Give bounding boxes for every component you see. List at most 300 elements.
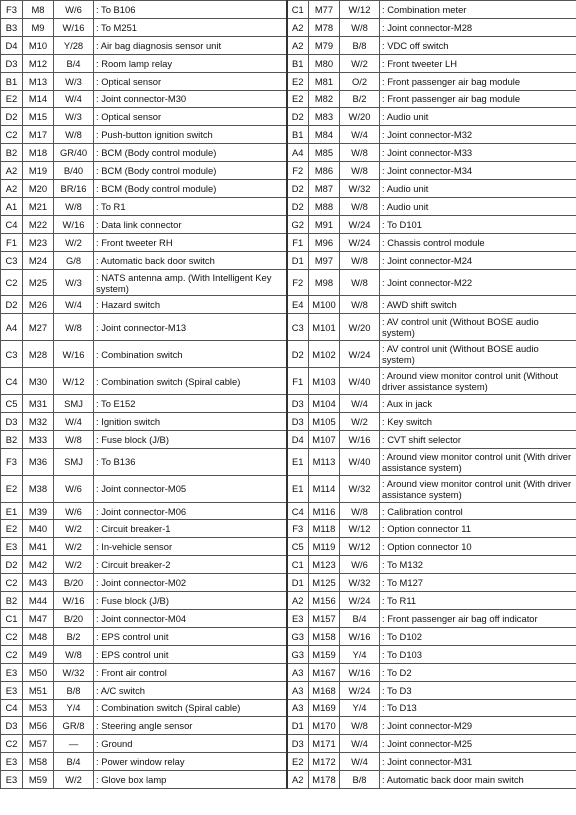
connector-color: B/8 [340,36,380,54]
connector-description: : Front air control [94,663,287,681]
connector-no: M30 [23,368,54,395]
connector-description: : CVT shift selector [380,430,576,448]
grid-ref: F3 [1,1,23,19]
connector-description: : Joint connector-M25 [380,735,576,753]
connector-color: W/4 [340,126,380,144]
connector-description: : To D102 [380,627,576,645]
grid-ref: C4 [287,502,309,520]
table-row [1,538,576,556]
connector-description: : EPS control unit [94,645,287,663]
grid-ref: B2 [1,592,23,610]
connector-no: M178 [309,771,340,789]
connector-color: W/40 [340,448,380,475]
connector-color: W/2 [54,233,94,251]
table-row [1,233,576,251]
grid-ref: D1 [287,574,309,592]
connector-no: M48 [23,627,54,645]
connector-description: : Joint connector-M30 [94,90,287,108]
connector-color: W/8 [54,197,94,215]
connector-description: : EPS control unit [94,627,287,645]
grid-ref: A4 [1,314,23,341]
connector-description: : Power window relay [94,753,287,771]
connector-no: M172 [309,753,340,771]
table-row [1,430,576,448]
connector-no: M17 [23,126,54,144]
connector-description: : Audio unit [380,180,576,198]
grid-ref: E1 [287,475,309,502]
grid-ref: D4 [287,430,309,448]
connector-no: M82 [309,90,340,108]
table-row [1,215,576,233]
connector-no: M84 [309,126,340,144]
connector-description: : Joint connector-M24 [380,251,576,269]
grid-ref: C2 [1,645,23,663]
grid-ref: D4 [1,36,23,54]
connector-description: : Front passenger air bag off indicator [380,610,576,628]
table-row [1,412,576,430]
connector-description: : To M127 [380,574,576,592]
grid-ref: E2 [287,90,309,108]
connector-color: W/24 [340,233,380,251]
connector-description: : NATS antenna amp. (With Intelligent Key system) [94,269,287,296]
connector-no: M158 [309,627,340,645]
table-row [1,90,576,108]
grid-ref: E3 [1,663,23,681]
connector-description: : A/C switch [94,681,287,699]
connector-no: M13 [23,72,54,90]
connector-no: M97 [309,251,340,269]
grid-ref: E3 [1,681,23,699]
connector-description: : Joint connector-M02 [94,574,287,592]
connector-no: M28 [23,341,54,368]
table-row [1,771,576,789]
connector-color: W/16 [340,663,380,681]
connector-no: M24 [23,251,54,269]
connector-color: W/20 [340,108,380,126]
connector-color: W/6 [340,556,380,574]
connector-no: M168 [309,681,340,699]
connector-description: : Front passenger air bag module [380,90,576,108]
connector-color: W/2 [54,538,94,556]
grid-ref: C2 [1,735,23,753]
connector-color: W/8 [340,251,380,269]
table-row [1,197,576,215]
connector-no: M8 [23,1,54,19]
connector-color: W/8 [340,269,380,296]
connector-color: B/4 [54,753,94,771]
connector-description: : Data link connector [94,215,287,233]
table-row [1,592,576,610]
connector-color: W/4 [54,90,94,108]
grid-ref: A2 [287,592,309,610]
connector-color: Y/28 [54,36,94,54]
grid-ref: D2 [1,108,23,126]
connector-description: : Air bag diagnosis sensor unit [94,36,287,54]
connector-description: : Circuit breaker-2 [94,556,287,574]
connector-color: W/6 [54,475,94,502]
grid-ref: E1 [287,448,309,475]
connector-no: M114 [309,475,340,502]
connector-no: M119 [309,538,340,556]
connector-description: : Around view monitor control unit (With driver assistance system) [380,448,576,475]
connector-no: M101 [309,314,340,341]
connector-no: M171 [309,735,340,753]
connector-description: : Joint connector-M28 [380,18,576,36]
connector-description: : Joint connector-M06 [94,502,287,520]
connector-color: G/8 [54,251,94,269]
grid-ref: E3 [287,610,309,628]
connector-color: B/4 [340,610,380,628]
connector-no: M87 [309,180,340,198]
grid-ref: C5 [1,395,23,413]
connector-no: M100 [309,296,340,314]
table-row [1,475,576,502]
connector-color: SMJ [54,395,94,413]
grid-ref: D2 [287,180,309,198]
connector-no: M47 [23,610,54,628]
connector-description: : VDC off switch [380,36,576,54]
connector-color: BR/16 [54,180,94,198]
grid-ref: A2 [287,18,309,36]
connector-color: W/8 [54,430,94,448]
grid-ref: E4 [287,296,309,314]
connector-color: W/20 [340,314,380,341]
connector-color: W/8 [54,645,94,663]
grid-ref: D3 [287,412,309,430]
table-row [1,627,576,645]
connector-description: : Automatic back door switch [94,251,287,269]
connector-color: W/16 [340,627,380,645]
grid-ref: A3 [287,681,309,699]
connector-color: W/6 [54,502,94,520]
connector-no: M156 [309,592,340,610]
grid-ref: B1 [287,126,309,144]
grid-ref: D2 [1,296,23,314]
connector-no: M118 [309,520,340,538]
table-row [1,36,576,54]
table-row [1,180,576,198]
table-row [1,681,576,699]
connector-description: : To E152 [94,395,287,413]
connector-no: M83 [309,108,340,126]
connector-no: M25 [23,269,54,296]
table-row [1,717,576,735]
table-row [1,1,576,19]
grid-ref: F1 [1,233,23,251]
grid-ref: C2 [1,627,23,645]
table-row [1,296,576,314]
connector-no: M18 [23,144,54,162]
grid-ref: D3 [1,412,23,430]
connector-color: W/2 [340,412,380,430]
grid-ref: F3 [1,448,23,475]
grid-ref: C4 [1,368,23,395]
connector-no: M10 [23,36,54,54]
connector-description: : Option connector 11 [380,520,576,538]
connector-color: W/6 [54,1,94,19]
grid-ref: C2 [1,269,23,296]
connector-no: M19 [23,162,54,180]
connector-description: : AV control unit (Without BOSE audio system) [380,341,576,368]
connector-color: W/32 [340,574,380,592]
grid-ref: A2 [1,180,23,198]
grid-ref: D1 [287,251,309,269]
grid-ref: C1 [287,556,309,574]
connector-no: M104 [309,395,340,413]
connector-color: GR/40 [54,144,94,162]
connector-description: : Combination switch (Spiral cable) [94,368,287,395]
connector-color: W/8 [340,144,380,162]
connector-color: W/8 [340,502,380,520]
connector-no: M59 [23,771,54,789]
connector-color: B/40 [54,162,94,180]
connector-description: : Joint connector-M13 [94,314,287,341]
grid-ref: A2 [287,771,309,789]
connector-description: : Joint connector-M31 [380,753,576,771]
table-row [1,645,576,663]
connector-no: M38 [23,475,54,502]
connector-no: M44 [23,592,54,610]
grid-ref: E2 [287,753,309,771]
grid-ref: A4 [287,144,309,162]
connector-color: W/32 [340,180,380,198]
connector-color: W/8 [340,197,380,215]
grid-ref: A2 [287,36,309,54]
connector-no: M41 [23,538,54,556]
connector-description: : Joint connector-M22 [380,269,576,296]
connector-color: W/16 [54,592,94,610]
connector-no: M96 [309,233,340,251]
connector-no: M57 [23,735,54,753]
connector-description: : To D13 [380,699,576,717]
connector-color: B/20 [54,574,94,592]
connector-no: M23 [23,233,54,251]
connector-description: : BCM (Body control module) [94,162,287,180]
grid-ref: G2 [287,215,309,233]
connector-no: M123 [309,556,340,574]
connector-list-body [1,1,576,789]
connector-no: M20 [23,180,54,198]
connector-color: W/24 [340,681,380,699]
connector-color: W/8 [54,126,94,144]
connector-description: : Circuit breaker-1 [94,520,287,538]
connector-color: GR/8 [54,717,94,735]
grid-ref: E3 [1,753,23,771]
connector-color: B/8 [340,771,380,789]
table-row [1,502,576,520]
connector-no: M159 [309,645,340,663]
connector-no: M113 [309,448,340,475]
connector-description: : To M251 [94,18,287,36]
connector-description: : To D2 [380,663,576,681]
connector-color: W/2 [54,771,94,789]
connector-no: M91 [309,215,340,233]
connector-description: : Hazard switch [94,296,287,314]
connector-no: M78 [309,18,340,36]
grid-ref: A2 [1,162,23,180]
table-row [1,368,576,395]
grid-ref: G3 [287,645,309,663]
table-row [1,126,576,144]
connector-color: W/4 [340,395,380,413]
connector-no: M9 [23,18,54,36]
connector-description: : Combination switch [94,341,287,368]
connector-color: — [54,735,94,753]
grid-ref: C4 [1,215,23,233]
connector-no: M86 [309,162,340,180]
connector-color: B/20 [54,610,94,628]
connector-no: M81 [309,72,340,90]
grid-ref: C4 [1,699,23,717]
connector-no: M49 [23,645,54,663]
connector-color: W/12 [340,538,380,556]
grid-ref: D2 [287,197,309,215]
connector-no: M88 [309,197,340,215]
connector-description: : AWD shift switch [380,296,576,314]
connector-description: : To R11 [380,592,576,610]
connector-no: M53 [23,699,54,717]
grid-ref: F3 [287,520,309,538]
connector-no: M32 [23,412,54,430]
table-row [1,574,576,592]
connector-no: M50 [23,663,54,681]
table-row [1,144,576,162]
connector-description: : To M132 [380,556,576,574]
connector-description: : Glove box lamp [94,771,287,789]
grid-ref: C1 [287,1,309,19]
table-row [1,108,576,126]
table-row [1,520,576,538]
connector-color: W/32 [340,475,380,502]
connector-description: : AV control unit (Without BOSE audio system) [380,314,576,341]
table-row [1,269,576,296]
connector-no: M31 [23,395,54,413]
connector-color: O/2 [340,72,380,90]
connector-color: W/8 [340,18,380,36]
connector-no: M80 [309,54,340,72]
connector-color: W/16 [340,430,380,448]
grid-ref: D2 [287,108,309,126]
connector-no: M116 [309,502,340,520]
table-row [1,753,576,771]
grid-ref: A1 [1,197,23,215]
connector-color: W/8 [340,296,380,314]
connector-description: : Combination meter [380,1,576,19]
grid-ref: B2 [1,144,23,162]
connector-color: B/2 [54,627,94,645]
connector-no: M42 [23,556,54,574]
grid-ref: D3 [287,735,309,753]
connector-no: M40 [23,520,54,538]
connector-no: M85 [309,144,340,162]
connector-description: : Fuse block (J/B) [94,592,287,610]
connector-color: W/8 [340,717,380,735]
grid-ref: B2 [1,430,23,448]
connector-color: B/4 [54,54,94,72]
connector-color: W/3 [54,72,94,90]
connector-no: M58 [23,753,54,771]
table-row [1,610,576,628]
grid-ref: E2 [1,90,23,108]
connector-color: W/4 [340,753,380,771]
connector-color: W/24 [340,592,380,610]
table-row [1,314,576,341]
grid-ref: C3 [1,251,23,269]
connector-no: M27 [23,314,54,341]
table-row [1,663,576,681]
connector-color: W/2 [340,54,380,72]
connector-no: M169 [309,699,340,717]
grid-ref: E3 [1,771,23,789]
connector-no: M170 [309,717,340,735]
connector-color: W/12 [340,1,380,19]
connector-no: M79 [309,36,340,54]
connector-description: : Joint connector-M05 [94,475,287,502]
table-row [1,162,576,180]
connector-color: W/3 [54,269,94,296]
connector-no: M56 [23,717,54,735]
grid-ref: G3 [287,627,309,645]
connector-color: W/4 [54,412,94,430]
connector-description: : To D3 [380,681,576,699]
table-row [1,735,576,753]
grid-ref: C2 [1,126,23,144]
connector-no: M43 [23,574,54,592]
connector-description: : To R1 [94,197,287,215]
grid-ref: A3 [287,699,309,717]
connector-description: : Audio unit [380,108,576,126]
connector-description: : Ignition switch [94,412,287,430]
connector-no: M15 [23,108,54,126]
grid-ref: E2 [1,475,23,502]
grid-ref: D3 [1,54,23,72]
connector-color: B/2 [340,90,380,108]
grid-ref: F2 [287,269,309,296]
connector-description: : Joint connector-M04 [94,610,287,628]
table-row [1,556,576,574]
grid-ref: D3 [287,395,309,413]
grid-ref: B1 [287,54,309,72]
connector-description: : Optical sensor [94,108,287,126]
connector-no: M14 [23,90,54,108]
table-row [1,699,576,717]
connector-description: : Joint connector-M34 [380,162,576,180]
connector-description: : To B136 [94,448,287,475]
connector-no: M105 [309,412,340,430]
connector-no: M39 [23,502,54,520]
connector-color: B/8 [54,681,94,699]
connector-description: : Joint connector-M33 [380,144,576,162]
grid-ref: C2 [1,574,23,592]
connector-color: Y/4 [340,645,380,663]
connector-description: : Automatic back door main switch [380,771,576,789]
connector-color: W/24 [340,341,380,368]
connector-color: W/40 [340,368,380,395]
connector-description: : Ground [94,735,287,753]
connector-no: M102 [309,341,340,368]
grid-ref: C3 [287,314,309,341]
connector-description: : In-vehicle sensor [94,538,287,556]
connector-color: W/4 [54,296,94,314]
connector-description: : Front tweeter RH [94,233,287,251]
connector-description: : Audio unit [380,197,576,215]
connector-description: : Fuse block (J/B) [94,430,287,448]
grid-ref: E3 [1,538,23,556]
connector-description: : Steering angle sensor [94,717,287,735]
table-row [1,341,576,368]
connector-color: W/16 [54,18,94,36]
connector-no: M22 [23,215,54,233]
